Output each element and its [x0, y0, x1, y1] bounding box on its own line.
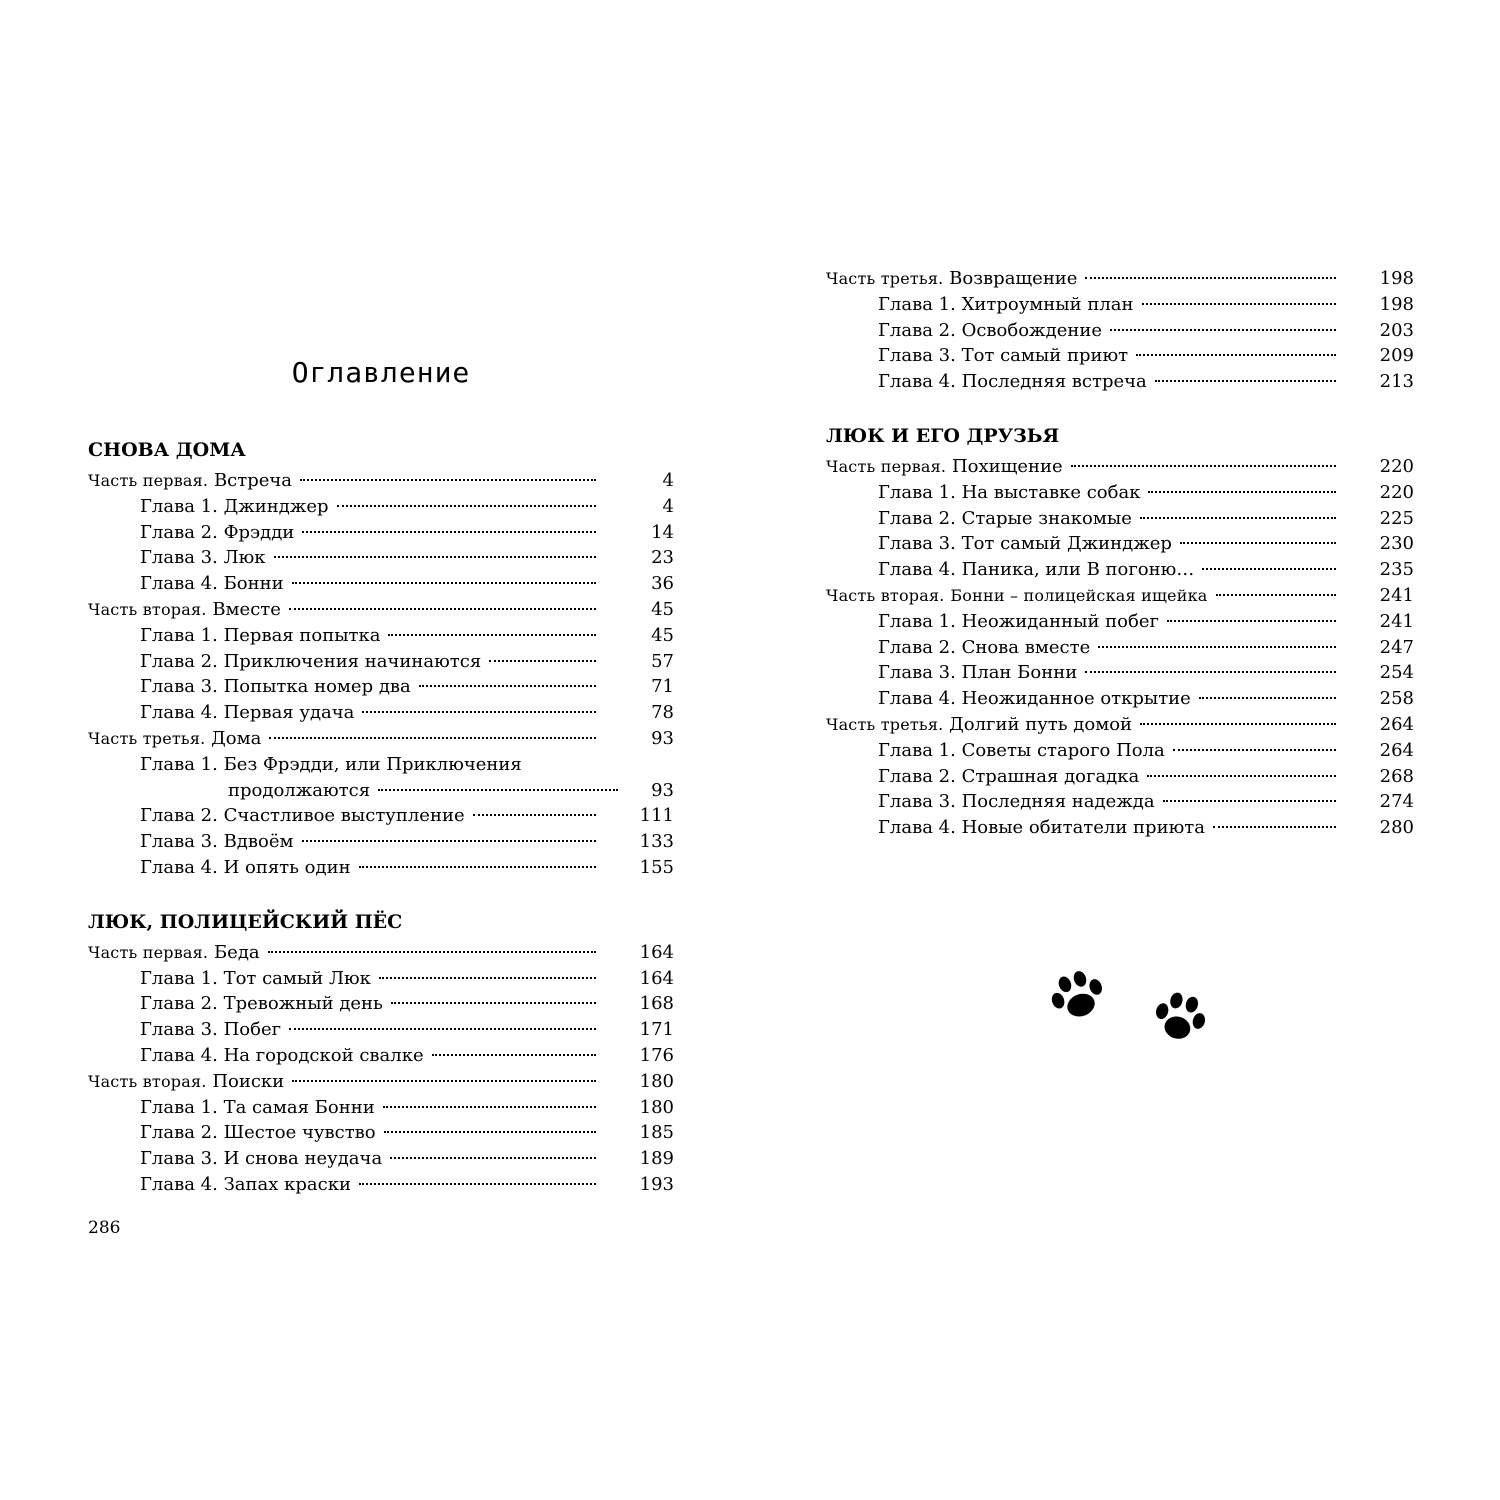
toc-chapter-row[interactable] — [826, 738, 1414, 764]
dot-leader — [1071, 465, 1336, 467]
page-ref: 133 — [639, 831, 674, 853]
dot-leader — [359, 1183, 596, 1185]
part-name: Вместе — [212, 598, 281, 620]
toc-part-row[interactable] — [826, 712, 1414, 738]
toc-chapter-row[interactable] — [88, 571, 674, 597]
dot-leader — [1147, 775, 1336, 777]
page-ref: 213 — [1379, 371, 1414, 393]
toc-chapter-row[interactable] — [88, 855, 674, 881]
page-number: 286 — [88, 1218, 121, 1238]
toc-part-row[interactable] — [826, 454, 1414, 480]
chapter-label: Глава 3. Люк — [140, 547, 266, 569]
page-ref: 258 — [1379, 688, 1414, 710]
dot-leader — [359, 866, 596, 868]
dot-leader — [432, 1054, 596, 1056]
page-ref: 235 — [1379, 559, 1414, 581]
chapter-label: Глава 4. Последняя встреча — [878, 371, 1147, 393]
toc-chapter-row[interactable] — [826, 369, 1414, 395]
dot-leader — [1163, 800, 1336, 802]
page-ref: 171 — [639, 1019, 674, 1041]
dot-leader — [1148, 491, 1336, 493]
page-ref: 241 — [1379, 610, 1414, 632]
dot-leader — [1180, 542, 1336, 544]
chapter-label: Глава 2. Фрэдди — [140, 521, 295, 543]
part-name: Бонни – полицейская ищейка — [950, 585, 1208, 605]
chapter-label: Глава 3. Тот самый Джинджер — [878, 533, 1172, 555]
toc-chapter-row[interactable] — [88, 1095, 674, 1121]
dot-leader — [384, 1131, 596, 1133]
chapter-label: Глава 4. Паника, или В погоню… — [878, 559, 1195, 581]
chapter-label: Глава 4. Запах краски — [140, 1173, 351, 1195]
page-ref: 241 — [1379, 584, 1414, 606]
toc-chapter-row[interactable] — [826, 815, 1414, 841]
toc-chapter-row[interactable] — [826, 318, 1414, 344]
page-ref: 57 — [651, 650, 674, 672]
toc-part-row[interactable] — [88, 1069, 674, 1095]
page-ref: 4 — [662, 495, 674, 517]
paw-print-icon — [1150, 988, 1210, 1048]
dot-leader — [390, 1157, 596, 1159]
chapter-label: Глава 3. Попытка номер два — [140, 676, 411, 698]
chapter-label: Глава 1. Хитроумный план — [878, 293, 1134, 315]
toc-chapter-row[interactable] — [826, 557, 1414, 583]
toc-chapter-row[interactable] — [88, 1017, 674, 1043]
page-ref: 280 — [1379, 817, 1414, 839]
page-ref: 111 — [639, 805, 674, 827]
chapter-label: Глава 4. Неожиданное открытие — [878, 688, 1191, 710]
chapter-label: Глава 1. Тот самый Люк — [140, 967, 371, 989]
dot-leader — [289, 1028, 596, 1030]
dot-leader — [1173, 749, 1336, 751]
toc-part-row[interactable] — [88, 597, 674, 623]
chapter-label: Глава 4. И опять один — [140, 856, 351, 878]
page-ref: 93 — [651, 779, 674, 801]
toc-chapter-row[interactable] — [88, 991, 674, 1017]
chapter-label: Глава 3. План Бонни — [878, 662, 1078, 684]
dot-leader — [489, 660, 596, 662]
dot-leader — [1085, 671, 1336, 673]
toc-chapter-row[interactable] — [88, 1146, 674, 1172]
toc-part-row[interactable] — [826, 266, 1414, 292]
dot-leader — [1098, 646, 1336, 648]
part-prefix: Часть первая. — [88, 942, 209, 962]
dot-leader — [379, 977, 596, 979]
dot-leader — [292, 1080, 596, 1082]
paw-print-icon — [1044, 968, 1110, 1026]
toc-chapter-row[interactable] — [88, 545, 674, 571]
chapter-label: Глава 2. Освобождение — [878, 319, 1102, 341]
page-ref: 247 — [1379, 636, 1414, 658]
dot-leader — [391, 1002, 596, 1004]
book-title: ЛЮК И ЕГО ДРУЗЬЯ — [826, 424, 1060, 447]
dot-leader — [1085, 277, 1336, 279]
chapter-label: Глава 4. Первая удача — [140, 702, 355, 724]
dot-leader — [274, 556, 596, 558]
toc-chapter-row[interactable] — [88, 623, 674, 649]
chapter-label: Глава 2. Счастливое выступление — [140, 805, 465, 827]
toc-chapter-row[interactable] — [826, 292, 1414, 318]
page-ref: 164 — [639, 941, 674, 963]
toc-chapter-row[interactable] — [826, 609, 1414, 635]
page-ref: 264 — [1379, 713, 1414, 735]
page-ref: 180 — [639, 1070, 674, 1092]
page-ref: 180 — [639, 1096, 674, 1118]
chapter-label: Глава 1. Неожиданный побег — [878, 610, 1159, 632]
part-name: Беда — [213, 941, 260, 963]
chapter-label: Глава 2. Старые знакомые — [878, 507, 1132, 529]
toc-chapter-row[interactable] — [826, 789, 1414, 815]
toc-chapter-row[interactable] — [88, 649, 674, 675]
toc-chapter-row[interactable] — [826, 686, 1414, 712]
book-title: ЛЮК, ПОЛИЦЕЙСКИЙ ПЁС — [88, 910, 403, 933]
toc-title: Оглавление — [291, 356, 471, 389]
dot-leader — [1213, 826, 1336, 828]
page-ref: 93 — [651, 727, 674, 749]
dot-leader — [268, 951, 596, 953]
chapter-label: Глава 2. Приключения начинаются — [140, 650, 482, 672]
dot-leader — [1155, 380, 1336, 382]
toc-column-left — [88, 438, 674, 1198]
part-prefix: Часть вторая. — [88, 1071, 207, 1091]
chapter-label: Глава 1. Джинджер — [140, 495, 329, 517]
dot-leader — [1216, 594, 1336, 596]
chapter-label: Глава 3. Побег — [140, 1019, 282, 1041]
toc-chapter-row[interactable] — [88, 674, 674, 700]
page-ref: 36 — [651, 573, 674, 595]
chapter-label: Глава 1. Та самая Бонни — [140, 1096, 375, 1118]
chapter-label: Глава 1. Советы старого Пола — [878, 739, 1165, 761]
page-ref: 209 — [1379, 345, 1414, 367]
chapter-label: Глава 2. Страшная догадка — [878, 765, 1140, 787]
dot-leader — [302, 531, 596, 533]
book-title: СНОВА ДОМА — [88, 439, 246, 461]
toc-chapter-row[interactable] — [826, 660, 1414, 686]
dot-leader — [1140, 517, 1336, 519]
dot-leader — [1140, 723, 1336, 725]
part-name: Поиски — [212, 1070, 285, 1092]
part-prefix: Часть первая. — [88, 471, 209, 490]
page-ref: 193 — [639, 1173, 674, 1195]
page-ref: 220 — [1379, 481, 1414, 503]
part-name: Долгий путь домой — [949, 713, 1133, 735]
page-ref: 274 — [1379, 791, 1414, 813]
dot-leader — [1142, 303, 1337, 305]
chapter-label: Глава 3. Последняя надежда — [878, 791, 1155, 813]
dot-leader — [383, 1106, 596, 1108]
dot-leader — [269, 737, 596, 739]
toc-chapter-row[interactable] — [826, 635, 1414, 661]
page-ref: 230 — [1379, 533, 1414, 555]
dot-leader — [419, 685, 596, 687]
dot-leader — [337, 505, 596, 507]
part-prefix: Часть третья. — [88, 728, 206, 748]
toc-chapter-row[interactable] — [826, 531, 1414, 557]
page-ref: 198 — [1379, 293, 1414, 315]
chapter-label: Глава 3. И снова неудача — [140, 1148, 383, 1170]
part-name: Возвращение — [949, 268, 1078, 289]
part-name: Встреча — [213, 470, 293, 491]
part-prefix: Часть вторая. — [88, 599, 207, 619]
chapter-label: Глава 2. Снова вместе — [878, 636, 1091, 658]
dot-leader — [378, 789, 618, 791]
chapter-label: Глава 1. Первая попытка — [140, 624, 381, 646]
page-ref: 45 — [651, 624, 674, 646]
chapter-label: Глава 4. Новые обитатели приюта — [878, 817, 1205, 839]
chapter-label: Глава 4. На городской свалке — [140, 1044, 424, 1066]
toc-chapter-row[interactable] — [88, 700, 674, 726]
dot-leader — [1167, 620, 1336, 622]
dot-leader — [1110, 329, 1336, 331]
page-ref: 176 — [639, 1044, 674, 1066]
page-ref: 254 — [1379, 662, 1414, 684]
dot-leader — [388, 634, 596, 636]
chapter-label: Глава 3. Тот самый приют — [878, 345, 1129, 367]
dot-leader — [1136, 354, 1336, 356]
page-ref: 23 — [651, 547, 674, 569]
toc-column-right — [826, 266, 1414, 841]
page-ref: 198 — [1379, 268, 1414, 289]
page-ref: 168 — [639, 993, 674, 1015]
page-ref: 189 — [639, 1148, 674, 1170]
page-ref: 155 — [639, 856, 674, 878]
toc-chapter-row[interactable] — [88, 966, 674, 992]
toc-chapter-row[interactable] — [826, 480, 1414, 506]
chapter-label: Глава 4. Бонни — [140, 573, 284, 595]
page-ref: 203 — [1379, 319, 1414, 341]
part-name: Похищение — [951, 455, 1063, 477]
toc-chapter-row[interactable] — [88, 1120, 674, 1146]
page-ref: 4 — [662, 470, 674, 491]
part-prefix: Часть третья. — [826, 714, 944, 734]
toc-chapter-row[interactable] — [88, 803, 674, 829]
toc-chapter-row[interactable] — [826, 764, 1414, 790]
toc-chapter-row[interactable] — [88, 752, 674, 778]
toc-part-row[interactable] — [88, 726, 674, 752]
toc-chapter-row[interactable] — [88, 494, 674, 520]
dot-leader — [473, 814, 596, 816]
page-ref: 225 — [1379, 507, 1414, 529]
toc-chapter-row[interactable] — [88, 829, 674, 855]
toc-chapter-row-continued[interactable] — [88, 778, 674, 804]
toc-chapter-row[interactable] — [826, 343, 1414, 369]
toc-part-row[interactable] — [826, 583, 1414, 609]
page-ref: 78 — [651, 702, 674, 724]
chapter-label-continuation: продолжаются — [228, 779, 371, 801]
chapter-label: Глава 2. Тревожный день — [140, 993, 383, 1015]
part-prefix: Часть первая. — [826, 456, 947, 476]
toc-chapter-row[interactable] — [826, 506, 1414, 532]
dot-leader — [1202, 568, 1336, 570]
dot-leader — [300, 479, 596, 481]
part-prefix: Часть третья. — [826, 269, 944, 288]
dot-leader — [362, 711, 596, 713]
page-ref: 264 — [1379, 739, 1414, 761]
page-ref: 185 — [639, 1122, 674, 1144]
part-prefix: Часть вторая. — [826, 585, 945, 605]
page-ref: 71 — [651, 676, 674, 698]
chapter-label: Глава 3. Вдвоём — [140, 831, 294, 853]
part-name: Дома — [211, 727, 262, 749]
page-ref: 45 — [651, 598, 674, 620]
chapter-label: Глава 2. Шестое чувство — [140, 1122, 376, 1144]
toc-part-row[interactable] — [88, 940, 674, 966]
page-ref: 164 — [639, 967, 674, 989]
page-ref: 220 — [1379, 455, 1414, 477]
dot-leader — [292, 582, 596, 584]
toc-chapter-row[interactable] — [88, 520, 674, 546]
toc-chapter-row[interactable] — [88, 1043, 674, 1069]
dot-leader — [1199, 697, 1336, 699]
dot-leader — [302, 840, 596, 842]
chapter-label: Глава 1. На выставке собак — [878, 481, 1141, 503]
chapter-label: Глава 1. Без Фрэдди, или Приключения — [140, 753, 522, 775]
page-ref: 268 — [1379, 765, 1414, 787]
page-ref: 14 — [651, 521, 674, 543]
toc-part-row[interactable] — [88, 468, 674, 494]
dot-leader — [289, 608, 596, 610]
toc-chapter-row[interactable] — [88, 1172, 674, 1198]
